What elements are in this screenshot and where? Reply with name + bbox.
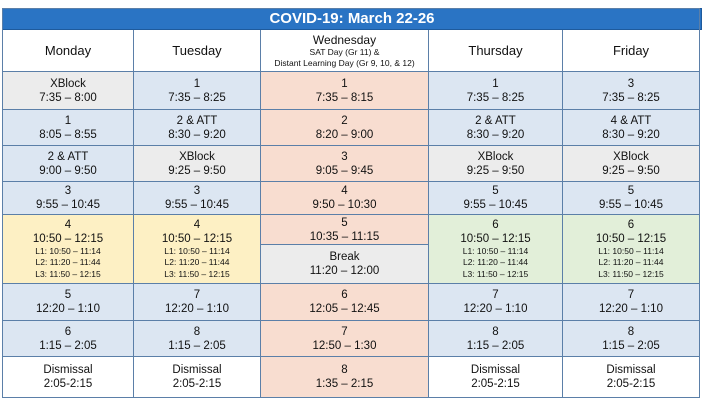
period-label: 5 bbox=[64, 289, 72, 301]
period-cell bbox=[429, 357, 563, 398]
period-time: 12:05 – 12:45 bbox=[309, 303, 380, 315]
period-label: XBlock bbox=[179, 150, 215, 163]
period-cell bbox=[429, 146, 563, 182]
period-time: 9:55 – 10:45 bbox=[36, 199, 100, 211]
period-time: 9:50 – 10:30 bbox=[312, 199, 377, 211]
period-time: 12:20 – 1:10 bbox=[599, 303, 663, 315]
period-cell bbox=[134, 72, 261, 110]
period-label: 4 bbox=[193, 218, 201, 231]
period-time: 9:55 – 10:45 bbox=[599, 199, 663, 211]
lunch-slot: L3: 11:50 – 12:15 bbox=[598, 268, 664, 279]
period-label: 2 & ATT bbox=[176, 114, 218, 127]
period-time: 10:50 – 12:15 bbox=[32, 232, 104, 245]
period-time: 2:05-2:15 bbox=[606, 378, 656, 390]
period-label: 1 bbox=[341, 77, 348, 90]
period-time: 9:00 – 9:50 bbox=[39, 164, 97, 177]
lunch-slot: L2: 11:20 – 11:44 bbox=[164, 257, 230, 268]
period-time: 1:35 – 2:15 bbox=[315, 378, 374, 390]
period-cell bbox=[563, 146, 700, 182]
period-cell bbox=[2, 215, 134, 284]
period-label: 3 bbox=[193, 185, 201, 197]
period-cell bbox=[261, 357, 429, 398]
lunch-slot: L2: 11:20 – 11:44 bbox=[463, 257, 528, 268]
schedule-title: COVID-19: March 22-26 bbox=[2, 8, 702, 30]
period-time: 12:50 – 1:30 bbox=[312, 339, 377, 352]
period-time: 7:35 – 8:25 bbox=[466, 91, 525, 104]
period-time: 9:55 – 10:45 bbox=[463, 199, 528, 211]
period-label: 1 bbox=[492, 77, 499, 90]
period-cell bbox=[563, 182, 700, 215]
period-cell bbox=[134, 146, 261, 182]
period-cell bbox=[2, 146, 134, 182]
period-label: 6 bbox=[492, 218, 499, 231]
day-header bbox=[261, 30, 429, 72]
period-cell bbox=[2, 321, 134, 357]
day-note: Distant Learning Day (Gr 9, 10, & 12) bbox=[274, 57, 415, 68]
period-cell bbox=[563, 321, 700, 357]
period-cell bbox=[2, 357, 134, 398]
day-name: Monday bbox=[44, 42, 92, 58]
period-cell bbox=[261, 146, 429, 182]
period-time: 7:35 – 8:00 bbox=[39, 91, 97, 104]
period-label: Dismissal bbox=[606, 364, 656, 376]
lunch-slot: L1: 10:50 – 11:14 bbox=[164, 245, 230, 256]
day-header bbox=[429, 30, 563, 72]
period-time: 8:30 – 9:20 bbox=[466, 128, 525, 141]
period-cell bbox=[261, 110, 429, 146]
period-label: Break bbox=[329, 251, 360, 263]
period-time: 12:20 – 1:10 bbox=[463, 303, 528, 315]
period-cell bbox=[261, 321, 429, 357]
period-cell bbox=[134, 284, 261, 321]
lunch-slot: L3: 11:50 – 12:15 bbox=[35, 268, 101, 279]
period-cell bbox=[134, 110, 261, 146]
day-note: SAT Day (Gr 11) & bbox=[309, 46, 380, 57]
period-cell bbox=[563, 72, 700, 110]
period-time: 8:30 – 9:20 bbox=[168, 128, 226, 141]
period-cell bbox=[261, 284, 429, 321]
period-time: 7:35 – 8:15 bbox=[315, 91, 374, 104]
period-label: 4 bbox=[341, 185, 348, 197]
period-time: 12:20 – 1:10 bbox=[165, 303, 229, 315]
period-time: 11:20 – 12:00 bbox=[309, 265, 380, 277]
period-label: 5 bbox=[627, 185, 635, 197]
lunch-slot: L3: 11:50 – 12:15 bbox=[164, 268, 230, 279]
period-label: 7 bbox=[627, 289, 635, 301]
period-label: 4 bbox=[64, 218, 72, 231]
period-label: 1 bbox=[193, 77, 201, 90]
period-label: 7 bbox=[341, 325, 348, 338]
period-label: XBlock bbox=[50, 77, 86, 90]
day-name: Tuesday bbox=[172, 42, 222, 58]
lunch-slot: L2: 11:20 – 11:44 bbox=[35, 257, 101, 268]
period-cell bbox=[134, 321, 261, 357]
period-time: 10:50 – 12:15 bbox=[460, 232, 531, 245]
period-cell bbox=[261, 215, 429, 245]
period-time: 10:50 – 12:15 bbox=[595, 232, 667, 245]
period-label: Dismissal bbox=[172, 364, 222, 376]
period-time: 1:15 – 2:05 bbox=[39, 339, 97, 352]
period-cell bbox=[134, 182, 261, 215]
period-time: 9:25 – 9:50 bbox=[168, 164, 226, 177]
day-name: Thursday bbox=[468, 42, 523, 58]
period-label: 5 bbox=[341, 216, 348, 229]
period-cell bbox=[429, 321, 563, 357]
period-cell bbox=[429, 215, 563, 284]
period-time: 9:25 – 9:50 bbox=[466, 164, 525, 177]
period-label: Dismissal bbox=[43, 364, 93, 376]
period-time: 8:20 – 9:00 bbox=[315, 128, 374, 141]
period-label: 6 bbox=[64, 325, 72, 338]
period-time: 1:15 – 2:05 bbox=[168, 339, 226, 352]
period-label: 3 bbox=[64, 185, 72, 197]
period-time: 8:05 – 8:55 bbox=[39, 128, 97, 141]
period-cell bbox=[429, 284, 563, 321]
period-label: 2 bbox=[341, 114, 348, 127]
period-label: 2 & ATT bbox=[475, 114, 516, 127]
period-cell bbox=[2, 182, 134, 215]
period-time: 10:35 – 11:15 bbox=[309, 230, 380, 243]
period-time: 7:35 – 8:25 bbox=[168, 91, 226, 104]
period-cell bbox=[134, 357, 261, 398]
period-time: 10:50 – 12:15 bbox=[161, 232, 233, 245]
period-cell bbox=[429, 182, 563, 215]
period-time: 9:05 – 9:45 bbox=[315, 164, 374, 177]
period-label: 7 bbox=[492, 289, 499, 301]
period-label: XBlock bbox=[477, 150, 514, 163]
period-label: 2 & ATT bbox=[47, 150, 89, 163]
period-label: 8 bbox=[193, 325, 201, 338]
period-cell bbox=[563, 215, 700, 284]
period-time: 8:30 – 9:20 bbox=[602, 128, 660, 141]
period-label: 8 bbox=[627, 325, 635, 338]
period-label: 1 bbox=[64, 114, 72, 127]
period-time: 7:35 – 8:25 bbox=[602, 91, 660, 104]
period-label: XBlock bbox=[613, 150, 649, 163]
lunch-slot: L3: 11:50 – 12:15 bbox=[462, 268, 529, 279]
period-cell bbox=[563, 110, 700, 146]
period-time: 1:15 – 2:05 bbox=[602, 339, 660, 352]
day-header bbox=[134, 30, 261, 72]
period-time: 2:05-2:15 bbox=[43, 378, 93, 390]
period-label: 7 bbox=[193, 289, 201, 301]
lunch-slot: L2: 11:20 – 11:44 bbox=[598, 257, 664, 268]
period-cell bbox=[261, 182, 429, 215]
period-label: 8 bbox=[492, 325, 499, 338]
period-time: 2:05-2:15 bbox=[471, 378, 520, 390]
day-header bbox=[2, 30, 134, 72]
period-cell bbox=[563, 284, 700, 321]
day-name: Friday bbox=[612, 42, 650, 58]
period-label: 8 bbox=[341, 364, 348, 376]
lunch-slot: L1: 10:50 – 11:14 bbox=[462, 245, 529, 256]
period-cell bbox=[429, 110, 563, 146]
period-time: 12:20 – 1:10 bbox=[36, 303, 100, 315]
period-label: 6 bbox=[627, 218, 635, 231]
period-cell bbox=[2, 110, 134, 146]
period-cell bbox=[261, 245, 429, 284]
period-label: 3 bbox=[341, 150, 348, 163]
period-cell bbox=[261, 72, 429, 110]
period-label: 3 bbox=[627, 77, 635, 90]
period-time: 9:25 – 9:50 bbox=[602, 164, 660, 177]
period-time: 1:15 – 2:05 bbox=[466, 339, 525, 352]
lunch-slot: L1: 10:50 – 11:14 bbox=[598, 245, 664, 256]
period-label: 4 & ATT bbox=[610, 114, 652, 127]
period-cell bbox=[2, 284, 134, 321]
period-time: 2:05-2:15 bbox=[172, 378, 222, 390]
lunch-slot: L1: 10:50 – 11:14 bbox=[35, 245, 101, 256]
period-cell bbox=[563, 357, 700, 398]
period-label: Dismissal bbox=[470, 364, 521, 376]
period-cell bbox=[134, 215, 261, 284]
period-cell bbox=[429, 72, 563, 110]
period-label: 5 bbox=[492, 185, 499, 197]
period-label: 6 bbox=[341, 289, 348, 301]
period-cell bbox=[2, 72, 134, 110]
day-header bbox=[563, 30, 700, 72]
day-name: Wednesday bbox=[312, 32, 377, 47]
period-time: 9:55 – 10:45 bbox=[165, 199, 229, 211]
